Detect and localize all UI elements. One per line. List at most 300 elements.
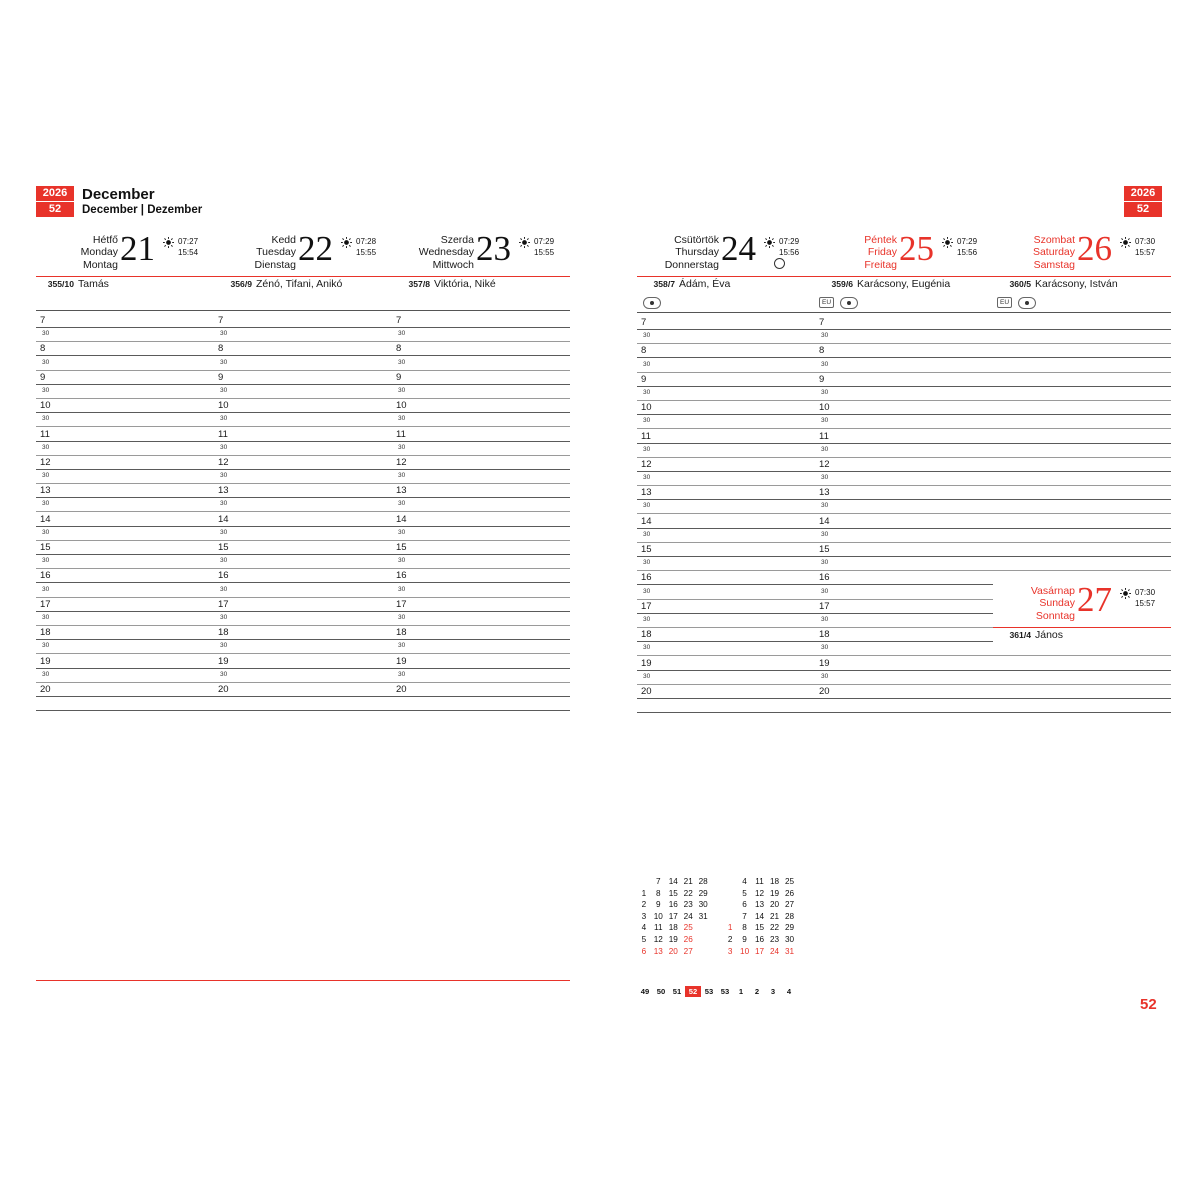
- day-of-week-names: [210, 234, 296, 271]
- hour-slot[interactable]: 17: [36, 602, 214, 616]
- hour-slot[interactable]: 18: [214, 630, 392, 644]
- header-separator: [815, 312, 993, 313]
- half-hour-slot[interactable]: 30: [392, 559, 570, 573]
- dow-hu: Csütörtök: [674, 234, 719, 246]
- sunrise-time: 07:27: [178, 237, 199, 246]
- half-hour-slot[interactable]: 30: [815, 334, 993, 348]
- eu-flag-icon: EU: [997, 297, 1012, 308]
- sunset-time: 15:57: [1135, 599, 1156, 608]
- half-hour-slot[interactable]: 30: [637, 448, 815, 462]
- half-hour-slot[interactable]: 30: [815, 419, 993, 433]
- hour-slot[interactable]: 8: [815, 348, 993, 362]
- hour-slot[interactable]: 15: [637, 547, 815, 561]
- day-divider: [815, 276, 993, 277]
- day-column-saturday: [993, 229, 1171, 307]
- day-column-wednesday: [392, 229, 570, 695]
- hour-slot[interactable]: 16: [637, 575, 815, 589]
- half-hour-slot[interactable]: 30: [392, 332, 570, 346]
- half-hour-slot[interactable]: 30: [815, 391, 993, 405]
- hour-slot[interactable]: [993, 661, 1171, 675]
- hour-slot[interactable]: [993, 320, 1171, 334]
- half-hour-slot[interactable]: 30: [214, 446, 392, 460]
- hour-slot[interactable]: 15: [36, 545, 214, 559]
- sunrise-time: 07:30: [1135, 237, 1156, 246]
- eu-flag-icon: EU: [819, 297, 834, 308]
- half-hour-slot[interactable]: 30: [392, 644, 570, 658]
- dow-de: Dienstag: [254, 258, 296, 271]
- half-hour-slot[interactable]: 30: [36, 474, 214, 488]
- hour-slot[interactable]: [36, 701, 214, 715]
- half-hour-slot[interactable]: [993, 675, 1171, 689]
- sunset-time: 15:56: [779, 248, 800, 257]
- day-of-year: 357/8: [408, 279, 430, 289]
- hour-grid[interactable]: [392, 315, 570, 715]
- sun-icon: [1120, 237, 1131, 248]
- hour-slot[interactable]: 8: [36, 346, 214, 360]
- hour-slot[interactable]: 20: [392, 687, 570, 701]
- name-day: Zénó, Tifani, Anikó: [256, 278, 343, 290]
- mini-calendar[interactable]: [637, 876, 797, 957]
- day-divider: [993, 276, 1171, 277]
- half-hour-slot[interactable]: 30: [392, 474, 570, 488]
- hour-slot[interactable]: 9: [637, 377, 815, 391]
- dow-en: Thursday: [675, 246, 719, 259]
- half-hour-slot[interactable]: 30: [36, 332, 214, 346]
- week-number[interactable]: 53: [720, 987, 730, 996]
- week-number-current[interactable]: 52: [685, 986, 701, 997]
- dow-en: Saturday: [1032, 246, 1075, 259]
- day-number: 27: [1077, 580, 1112, 619]
- hour-slot[interactable]: 13: [637, 490, 815, 504]
- header-separator: [36, 310, 214, 311]
- day-of-year: 360/5: [1009, 279, 1031, 289]
- sun-times: [1135, 587, 1171, 609]
- month-title: December: [82, 186, 155, 203]
- dow-en: Friday: [867, 246, 897, 259]
- hour-slot[interactable]: 13: [392, 488, 570, 502]
- day-of-year-row: [637, 278, 815, 290]
- half-hour-slot[interactable]: [993, 533, 1171, 547]
- hour-slot[interactable]: [993, 434, 1171, 448]
- hour-slot[interactable]: 16: [36, 573, 214, 587]
- hour-slot[interactable]: 14: [815, 519, 993, 533]
- hour-slot[interactable]: 17: [392, 602, 570, 616]
- hour-slot[interactable]: 11: [36, 432, 214, 446]
- week-number[interactable]: 53: [704, 987, 714, 996]
- hour-slot[interactable]: [993, 462, 1171, 476]
- half-hour-slot[interactable]: 30: [36, 616, 214, 630]
- half-hour-slot[interactable]: 30: [214, 673, 392, 687]
- hour-slot[interactable]: [214, 701, 392, 715]
- hour-slot[interactable]: 9: [214, 375, 392, 389]
- half-hour-slot[interactable]: 30: [392, 389, 570, 403]
- half-hour-slot[interactable]: 30: [637, 476, 815, 490]
- hour-slot[interactable]: 17: [637, 604, 815, 618]
- day-number: 24: [721, 229, 756, 268]
- hour-slot[interactable]: 14: [392, 517, 570, 531]
- half-hour-slot[interactable]: 30: [392, 588, 570, 602]
- hour-slot[interactable]: [993, 703, 1171, 717]
- half-hour-slot[interactable]: 30: [637, 618, 815, 632]
- half-hour-slot[interactable]: 30: [36, 673, 214, 687]
- badge-week-right: 52: [1136, 203, 1150, 215]
- half-hour-slot[interactable]: 30: [815, 590, 993, 604]
- hour-slot[interactable]: 8: [637, 348, 815, 362]
- sun-icon: [1120, 588, 1131, 599]
- day-of-year: 361/4: [1009, 630, 1031, 640]
- half-hour-slot[interactable]: 30: [637, 363, 815, 377]
- flag-row: [997, 294, 1171, 308]
- sunrise-time: 07:29: [534, 237, 555, 246]
- hour-grid[interactable]: [993, 320, 1171, 717]
- half-hour-slot[interactable]: [993, 419, 1171, 433]
- half-hour-slot[interactable]: 30: [36, 644, 214, 658]
- dow-de: Mittwoch: [432, 258, 474, 271]
- hour-grid[interactable]: [815, 317, 993, 717]
- day-of-year-row: [815, 278, 993, 290]
- mini-calendar-grid: 7 14 21 28 4 11 18 25 1 8 15 22 29 5 12 19 26 2 9 16 23 30 6 13 20 27 3 10 17 24 31 7 14 21 28 4 11 18 25 1 8 15 22 29 5 12 19 26 2 9 16 23 30 6 13 20 27 3 10 17 24 31: [641, 877, 795, 956]
- half-hour-slot[interactable]: 30: [36, 361, 214, 375]
- badge-year-week-right: [1124, 186, 1162, 217]
- sunset-time: 15:55: [356, 248, 377, 257]
- day-number: 26: [1077, 229, 1112, 268]
- header-separator: [993, 312, 1171, 313]
- day-header: [214, 229, 392, 294]
- half-hour-slot[interactable]: 30: [815, 363, 993, 377]
- hour-slot[interactable]: 9: [36, 375, 214, 389]
- hour-slot[interactable]: 18: [637, 632, 815, 646]
- hour-slot[interactable]: 7: [637, 320, 815, 334]
- hour-slot[interactable]: 11: [815, 434, 993, 448]
- dow-en: Wednesday: [418, 246, 474, 259]
- moon-phase-icon: [774, 258, 785, 269]
- week-number[interactable]: 49: [640, 987, 650, 996]
- day-number: 21: [120, 229, 155, 268]
- half-hour-slot[interactable]: 30: [392, 417, 570, 431]
- half-hour-slot[interactable]: 30: [815, 533, 993, 547]
- day-of-week-names: [32, 234, 118, 271]
- hour-slot[interactable]: 19: [815, 661, 993, 675]
- half-hour-slot[interactable]: 30: [214, 616, 392, 630]
- half-hour-slot[interactable]: 30: [637, 561, 815, 575]
- half-hour-slot[interactable]: [993, 363, 1171, 377]
- hour-slot[interactable]: [993, 348, 1171, 362]
- dow-de: Freitag: [864, 258, 897, 271]
- page-number: 52: [1140, 996, 1157, 1013]
- half-hour-slot[interactable]: [993, 391, 1171, 405]
- half-hour-slot[interactable]: 30: [36, 502, 214, 516]
- day-of-year: 355/10: [47, 279, 74, 289]
- half-hour-slot[interactable]: 30: [637, 646, 815, 660]
- dow-en: Sunday: [1039, 597, 1075, 610]
- day-header: [993, 580, 1171, 641]
- half-hour-slot[interactable]: 30: [815, 448, 993, 462]
- dow-hu: Szerda: [440, 234, 474, 246]
- hour-slot[interactable]: 12: [36, 460, 214, 474]
- sun-times: [1135, 236, 1171, 258]
- half-hour-slot[interactable]: 30: [214, 644, 392, 658]
- day-of-week-names: [989, 234, 1075, 271]
- hour-slot[interactable]: 19: [36, 659, 214, 673]
- half-hour-slot[interactable]: 30: [392, 531, 570, 545]
- day-of-week-names: [811, 234, 897, 271]
- hour-slot[interactable]: [993, 377, 1171, 391]
- hour-slot[interactable]: 19: [637, 661, 815, 675]
- badge-year-right: 2026: [1124, 186, 1162, 202]
- hour-slot[interactable]: 10: [214, 403, 392, 417]
- sunset-time: 15:55: [534, 248, 555, 257]
- name-day: János: [1035, 629, 1064, 641]
- week-number[interactable]: 3: [770, 987, 776, 996]
- holiday-marker-icon: [840, 297, 858, 309]
- half-hour-slot[interactable]: 30: [637, 590, 815, 604]
- sun-times: [779, 236, 815, 258]
- sunrise-time: 07:29: [957, 237, 978, 246]
- hour-slot[interactable]: [637, 703, 815, 717]
- header-separator: [637, 312, 815, 313]
- flag-row: [819, 294, 993, 308]
- day-divider: [637, 276, 815, 277]
- name-day: Ádám, Éva: [679, 278, 731, 290]
- half-hour-slot[interactable]: 30: [36, 389, 214, 403]
- sun-icon: [942, 237, 953, 248]
- half-hour-slot[interactable]: 30: [637, 334, 815, 348]
- half-hour-slot[interactable]: 30: [637, 533, 815, 547]
- hour-slot[interactable]: 13: [815, 490, 993, 504]
- day-number: 23: [476, 229, 511, 268]
- hour-slot[interactable]: 20: [815, 689, 993, 703]
- name-day: Viktória, Niké: [434, 278, 496, 290]
- hour-slot[interactable]: 7: [36, 318, 214, 332]
- hour-slot[interactable]: 11: [392, 432, 570, 446]
- hour-slot[interactable]: 19: [214, 659, 392, 673]
- dow-de: Samstag: [1033, 258, 1075, 271]
- holiday-marker-icon: [643, 297, 661, 309]
- day-of-year: 358/7: [653, 279, 675, 289]
- flag-row: [641, 294, 815, 308]
- hour-slot[interactable]: 9: [392, 375, 570, 389]
- hour-slot[interactable]: 18: [392, 630, 570, 644]
- week-number[interactable]: 1: [738, 987, 744, 996]
- month-title-block: [82, 186, 202, 218]
- hour-slot[interactable]: [993, 405, 1171, 419]
- half-hour-slot[interactable]: 30: [815, 675, 993, 689]
- hour-slot[interactable]: 12: [214, 460, 392, 474]
- hour-slot[interactable]: 14: [214, 517, 392, 531]
- header-separator: [214, 310, 392, 311]
- hour-grid[interactable]: [36, 315, 214, 715]
- half-hour-slot[interactable]: 30: [214, 531, 392, 545]
- week-number[interactable]: 4: [786, 987, 792, 996]
- day-of-year-row: [993, 629, 1171, 641]
- half-hour-slot[interactable]: 30: [637, 419, 815, 433]
- hour-slot[interactable]: [993, 519, 1171, 533]
- day-of-week-names: [388, 234, 474, 271]
- hour-slot[interactable]: 20: [637, 689, 815, 703]
- hour-slot[interactable]: 19: [392, 659, 570, 673]
- day-column-thursday: [637, 229, 815, 697]
- sun-times: [957, 236, 993, 258]
- hour-slot[interactable]: 16: [815, 575, 993, 589]
- footer-rule: [36, 980, 570, 981]
- hour-slot[interactable]: 20: [36, 687, 214, 701]
- half-hour-slot[interactable]: 30: [392, 446, 570, 460]
- sun-icon: [341, 237, 352, 248]
- hour-slot[interactable]: 15: [815, 547, 993, 561]
- hour-grid[interactable]: [637, 317, 815, 717]
- name-day: Karácsony, Eugénia: [857, 278, 951, 290]
- dow-de: Montag: [82, 258, 118, 271]
- hour-slot[interactable]: 8: [392, 346, 570, 360]
- half-hour-slot[interactable]: [993, 504, 1171, 518]
- name-day: Tamás: [78, 278, 109, 290]
- day-number: 22: [298, 229, 333, 268]
- day-of-year: 356/9: [230, 279, 252, 289]
- hour-slot[interactable]: [815, 703, 993, 717]
- day-header: [815, 229, 993, 307]
- dow-hu: Péntek: [864, 234, 897, 246]
- hour-slot[interactable]: 16: [214, 573, 392, 587]
- day-divider: [36, 276, 214, 277]
- half-hour-slot[interactable]: 30: [36, 446, 214, 460]
- sunrise-time: 07:29: [779, 237, 800, 246]
- half-hour-slot[interactable]: 30: [392, 502, 570, 516]
- badge-year-week-left: [36, 186, 74, 217]
- week-number[interactable]: 51: [672, 987, 682, 996]
- dow-de: Donnerstag: [664, 258, 719, 271]
- half-hour-slot[interactable]: 30: [815, 476, 993, 490]
- half-hour-slot[interactable]: 30: [214, 559, 392, 573]
- half-hour-slot[interactable]: 30: [214, 474, 392, 488]
- hour-slot[interactable]: [993, 547, 1171, 561]
- day-column-monday: [36, 229, 214, 695]
- sun-icon: [163, 237, 174, 248]
- day-header: [392, 229, 570, 294]
- week-number[interactable]: 2: [754, 987, 760, 996]
- sunrise-time: 07:28: [356, 237, 377, 246]
- hour-slot[interactable]: 7: [815, 320, 993, 334]
- day-divider: [392, 276, 570, 277]
- hour-slot[interactable]: 11: [214, 432, 392, 446]
- hour-slot[interactable]: 7: [214, 318, 392, 332]
- half-hour-slot[interactable]: 30: [815, 504, 993, 518]
- hour-slot[interactable]: 13: [36, 488, 214, 502]
- week-number-strip[interactable]: [637, 986, 797, 997]
- day-number: 25: [899, 229, 934, 268]
- day-column-friday: [815, 229, 993, 697]
- hour-slot[interactable]: 10: [392, 403, 570, 417]
- half-hour-slot[interactable]: 30: [815, 618, 993, 632]
- half-hour-slot[interactable]: 30: [637, 675, 815, 689]
- day-header: [36, 229, 214, 294]
- hour-slot[interactable]: 10: [637, 405, 815, 419]
- month-title-translations: December | Dezember: [82, 204, 203, 216]
- hour-slot[interactable]: 12: [392, 460, 570, 474]
- hour-slot[interactable]: 9: [815, 377, 993, 391]
- hour-slot[interactable]: 10: [815, 405, 993, 419]
- half-hour-slot[interactable]: 30: [214, 389, 392, 403]
- dow-hu: Kedd: [271, 234, 296, 246]
- half-hour-slot[interactable]: 30: [36, 559, 214, 573]
- hour-slot[interactable]: 17: [214, 602, 392, 616]
- half-hour-slot[interactable]: 30: [214, 417, 392, 431]
- dow-hu: Vasárnap: [1030, 585, 1075, 597]
- half-hour-slot[interactable]: 30: [392, 361, 570, 375]
- hour-slot[interactable]: 20: [214, 687, 392, 701]
- half-hour-slot[interactable]: 30: [392, 673, 570, 687]
- day-of-week-names: [633, 234, 719, 271]
- hour-slot[interactable]: 18: [36, 630, 214, 644]
- day-of-year-row: [392, 278, 570, 290]
- hour-slot[interactable]: 12: [637, 462, 815, 476]
- half-hour-slot[interactable]: 30: [392, 616, 570, 630]
- dow-en: Monday: [80, 246, 118, 259]
- hour-slot[interactable]: 7: [392, 318, 570, 332]
- hour-slot[interactable]: 14: [637, 519, 815, 533]
- half-hour-slot[interactable]: 30: [637, 391, 815, 405]
- hour-slot[interactable]: 8: [214, 346, 392, 360]
- sunset-time: 15:57: [1135, 248, 1156, 257]
- dow-de: Sonntag: [1035, 609, 1075, 622]
- hour-slot[interactable]: 13: [214, 488, 392, 502]
- hour-slot[interactable]: 16: [392, 573, 570, 587]
- week-number[interactable]: 50: [656, 987, 666, 996]
- hour-slot[interactable]: [993, 490, 1171, 504]
- day-header: [993, 229, 1171, 307]
- badge-week-left: 52: [48, 203, 62, 215]
- day-header: [637, 229, 815, 294]
- half-hour-slot[interactable]: 30: [214, 588, 392, 602]
- half-hour-slot[interactable]: 30: [214, 361, 392, 375]
- dow-en: Tuesday: [256, 246, 296, 259]
- half-hour-slot[interactable]: 30: [214, 502, 392, 516]
- half-hour-slot[interactable]: 30: [36, 531, 214, 545]
- half-hour-slot[interactable]: 30: [815, 646, 993, 660]
- half-hour-slot[interactable]: 30: [36, 417, 214, 431]
- half-hour-slot[interactable]: [993, 476, 1171, 490]
- hour-slot[interactable]: 11: [637, 434, 815, 448]
- dow-hu: Hétfő: [92, 234, 118, 246]
- hour-slot[interactable]: [392, 701, 570, 715]
- dow-hu: Szombat: [1033, 234, 1075, 246]
- hour-slot[interactable]: 15: [214, 545, 392, 559]
- sunrise-time: 07:30: [1135, 588, 1156, 597]
- day-block-sunday: [993, 580, 1171, 653]
- hour-slot[interactable]: [993, 689, 1171, 703]
- half-hour-slot[interactable]: 30: [637, 504, 815, 518]
- half-hour-slot[interactable]: 30: [815, 561, 993, 575]
- hour-slot[interactable]: 15: [392, 545, 570, 559]
- half-hour-slot[interactable]: 30: [214, 332, 392, 346]
- sunset-time: 15:54: [178, 248, 199, 257]
- half-hour-slot[interactable]: [993, 561, 1171, 575]
- day-of-year: 359/6: [831, 279, 853, 289]
- hour-slot[interactable]: 14: [36, 517, 214, 531]
- day-column-tuesday: [214, 229, 392, 695]
- sun-icon: [764, 237, 775, 248]
- hour-slot[interactable]: 17: [815, 604, 993, 618]
- half-hour-slot[interactable]: [993, 334, 1171, 348]
- hour-slot[interactable]: 18: [815, 632, 993, 646]
- hour-slot[interactable]: 10: [36, 403, 214, 417]
- half-hour-slot[interactable]: 30: [36, 588, 214, 602]
- hour-slot[interactable]: 12: [815, 462, 993, 476]
- half-hour-slot[interactable]: [993, 448, 1171, 462]
- sun-times: [178, 236, 214, 258]
- day-of-year-row: [214, 278, 392, 290]
- hour-grid[interactable]: [214, 315, 392, 715]
- day-divider: [993, 627, 1171, 628]
